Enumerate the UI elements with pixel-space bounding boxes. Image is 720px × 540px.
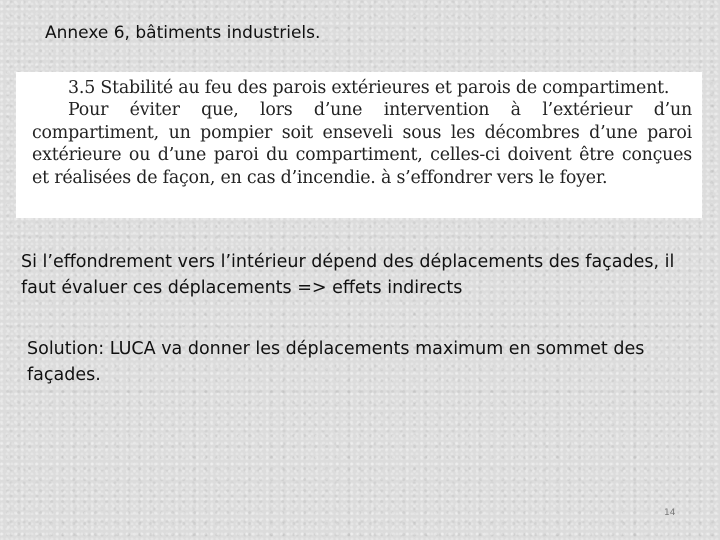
paragraph-effondrement: Si l’effondrement vers l’intérieur dépend des déplacements des façades, il faut évaluer ces déplacements => effets indirects xyxy=(21,252,675,298)
slide-title: Annexe 6, bâtiments industriels. xyxy=(45,23,321,43)
excerpt-body: Pour éviter que, lors d’une intervention à l’extérieur d’un compartiment, un pompier soit enseveli sous les décombres d’une paroi extérieure ou d’une paroi du compartiment, celles-ci doivent être conçues et réalisées de façon, en cas d’incendie. à s’effondrer vers le foyer. xyxy=(32,100,692,188)
page-number: 14 xyxy=(664,508,676,518)
regulation-excerpt-image xyxy=(16,72,702,218)
paragraph-solution: Solution: LUCA va donner les déplacements maximum en sommet des façades. xyxy=(27,339,645,385)
excerpt-heading: 3.5 Stabilité au feu des parois extérieures et parois de compartiment. xyxy=(68,78,670,98)
